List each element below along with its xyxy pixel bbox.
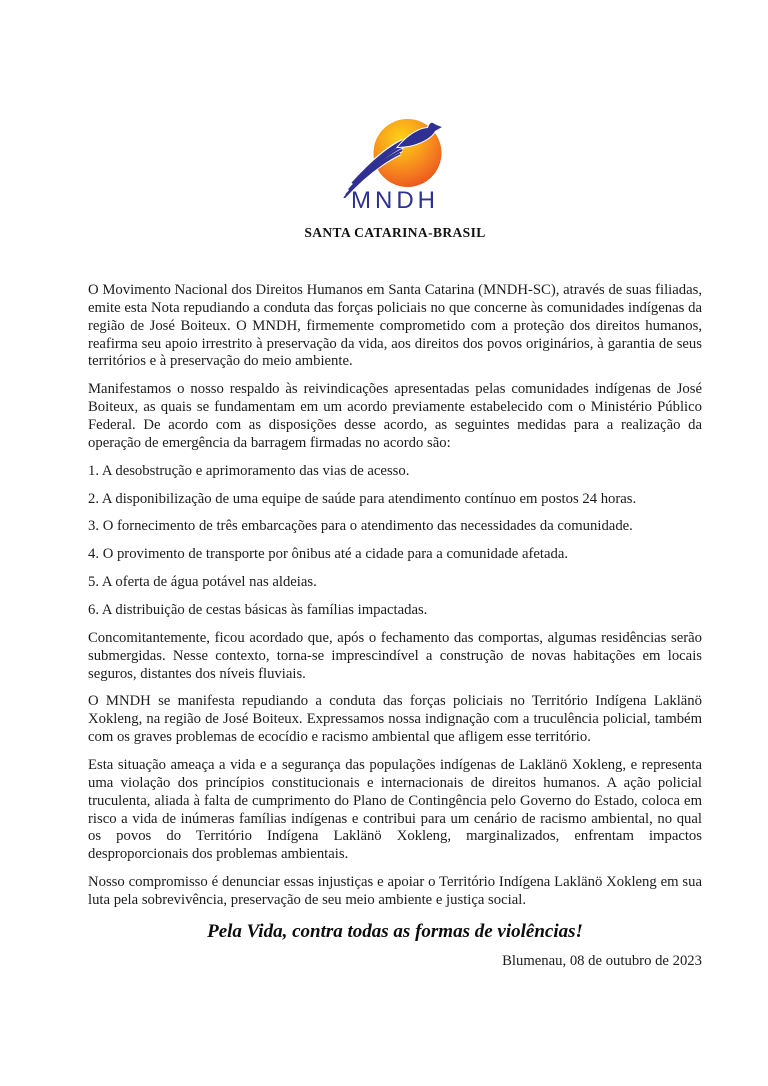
measure-item-4: 4. O provimento de transporte por ônibus até a cidade para a comunidade afetada. (88, 546, 569, 563)
paragraph-intro-1: O Movimento Nacional dos Direitos Humanos em Santa Catarina (MNDH-SC), através de suas filiadas, emite esta Nota repudiando a conduta das forças policiais no que concerne às comunidades indígenas da região de José Boiteux. O MNDH, firmemente comprometido com a proteção dos direitos humanos, reafirma seu apoio irrestrito à preservação da vida, aos direitos dos povos originários, à garantia de seus territórios e à preservação do meio ambiente. (88, 282, 702, 370)
paragraph-body-1: Concomitantemente, ficou acordado que, após o fechamento das comportas, algumas residências serão submergidas. Nesse contexto, torna-se imprescindível a construção de novas habitações em locais seguros, distantes dos níveis fluviais. (88, 629, 702, 682)
slogan: Pela Vida, contra todas as formas de violências! (207, 920, 583, 942)
paragraph-body-2: O MNDH se manifesta repudiando a conduta das forças policiais no Território Indígena Laklänö Xokleng, na região de José Boiteux. Expressamos nossa indignação com a truculência policial, também com os graves problemas de ecocídio e racismo ambiental que afligem esse território. (88, 693, 702, 746)
document-body (88, 282, 702, 981)
region-title: SANTA CATARINA-BRASIL (304, 225, 486, 240)
letterhead (11, 116, 768, 241)
measure-item-5: 5. A oferta de água potável nas aldeias. (88, 574, 317, 591)
paragraph-body-4: Nosso compromisso é denunciar essas injustiças e apoiar o Território Indígena Laklänö Xokleng em sua luta pela sobrevivência, preservação de seu meio ambiente e justiça social. (88, 874, 702, 909)
mndh-logo (343, 116, 447, 198)
measure-item-2: 2. A disponibilização de uma equipe de saúde para atendimento contínuo em postos 24 horas. (88, 490, 637, 507)
paragraph-intro-2: Manifestamos o nosso respaldo às reivindicações apresentadas pelas comunidades indígenas de José Boiteux, as quais se fundamentam em um acordo previamente estabelecido com o Ministério Público Federal. De acordo com as disposições desse acordo, as seguintes medidas para a realização da operação de emergência da barragem firmadas no acordo são: (88, 381, 702, 451)
paragraph-body-3: Esta situação ameaça a vida e a segurança das populações indígenas de Laklänö Xokleng, e representa uma violação dos princípios constitucionais e internacionais de direitos humanos. A ação policial truculenta, aliada à falta de cumprimento do Plano de Contingência pelo Governo do Estado, coloca em risco a vida de inúmeras famílias indígenas e contribui para um cenário de racismo ambiental, no qual os povos do Território Indígena Laklänö Xokleng, marginalizados, enfrentam impactos desproporcionais dos problemas ambientais. (88, 757, 702, 863)
measure-item-1: 1. A desobstrução e aprimoramento das vias de acesso. (88, 462, 410, 479)
measure-item-6: 6. A distribuição de cestas básicas às famílias impactadas. (88, 602, 428, 619)
dateline: Blumenau, 08 de outubro de 2023 (502, 953, 702, 969)
logo-acronym: MNDH (351, 187, 439, 214)
measure-item-3: 3. O fornecimento de três embarcações para o atendimento das necessidades da comunidade. (88, 518, 633, 535)
